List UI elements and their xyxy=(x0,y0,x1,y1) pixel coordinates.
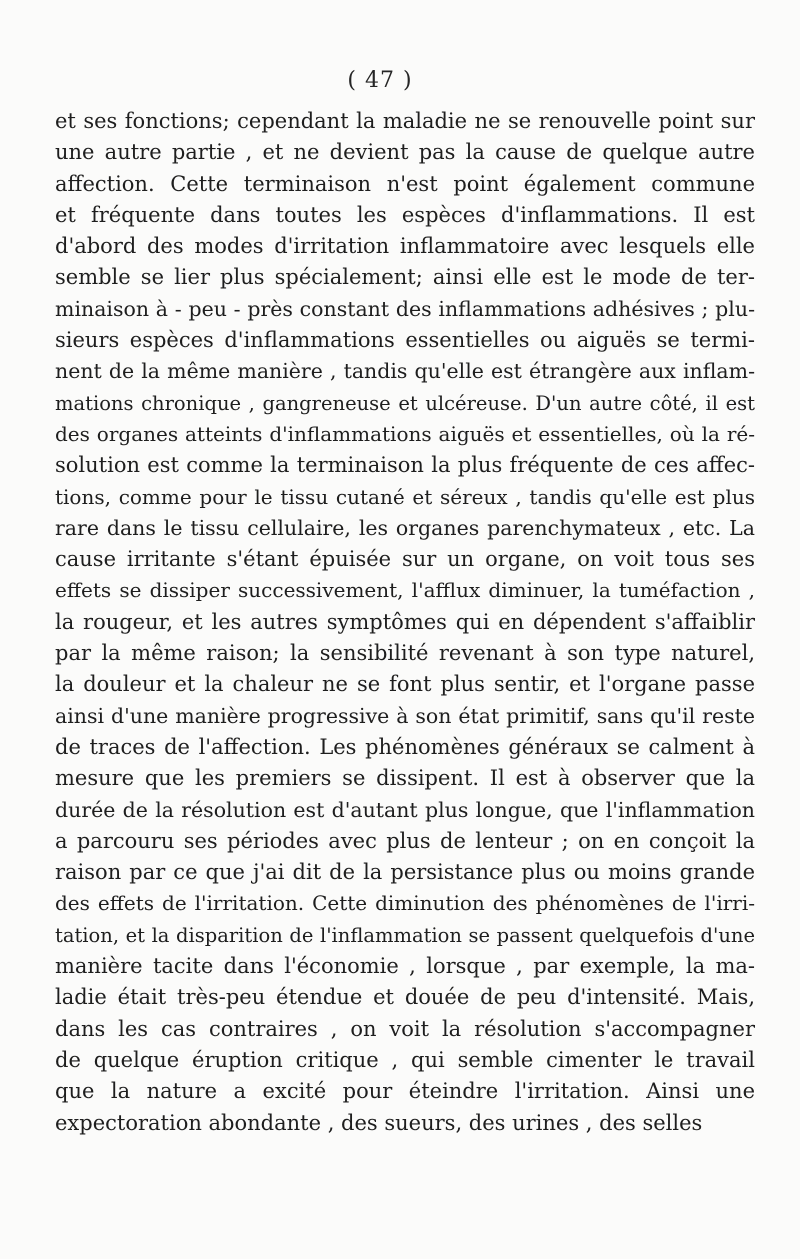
text-line: rare dans le tissu cellulaire, les organes parenchymateux , etc. La xyxy=(55,515,755,540)
text-line: sieurs espèces d'inflammations essentielles ou aiguës se termi- xyxy=(55,328,755,353)
text-line: une autre partie , et ne devient pas la cause de quelque autre xyxy=(55,140,755,165)
text-line: des organes atteints d'inflammations aiguës et essentielles, où la ré- xyxy=(55,421,755,446)
text-line: manière tacite dans l'économie , lorsque , par exemple, la ma- xyxy=(55,954,755,979)
text-line: solution est comme la terminaison la plus fréquente de ces affec- xyxy=(55,453,755,478)
text-line: a parcouru ses périodes avec plus de lenteur ; on en conçoit la xyxy=(55,828,755,853)
text-line: mesure que les premiers se dissipent. Il est à observer que la xyxy=(55,766,755,791)
text-line: minaison à - peu - près constant des inflammations adhésives ; plu- xyxy=(55,296,755,321)
page-number: ( 47 ) xyxy=(347,68,413,93)
text-line: des effets de l'irritation. Cette diminution des phénomènes de l'irri- xyxy=(55,891,755,916)
text-line: semble se lier plus spécialement; ainsi elle est le mode de ter- xyxy=(55,265,755,290)
text-line: affection. Cette terminaison n'est point également commune xyxy=(55,171,755,196)
text-line: ainsi d'une manière progressive à son état primitif, sans qu'il reste xyxy=(55,703,755,728)
text-line: ladie était très-peu étendue et douée de peu d'intensité. Mais, xyxy=(55,985,755,1010)
body-text xyxy=(55,106,755,1139)
text-line: effets se dissiper successivement, l'afflux diminuer, la tuméfaction , xyxy=(55,578,755,603)
text-line: d'abord des modes d'irritation inflammatoire avec lesquels elle xyxy=(55,234,755,259)
text-line: de traces de l'affection. Les phénomènes généraux se calment à xyxy=(55,734,755,759)
text-line: et ses fonctions; cependant la maladie ne se renouvelle point sur xyxy=(55,109,755,133)
text-line: dans les cas contraires , on voit la résolution s'accompagner xyxy=(55,1016,755,1041)
text-line: nent de la même manière , tandis qu'elle est étrangère aux inflam- xyxy=(55,359,755,384)
text-line: de quelque éruption critique , qui semble cimenter le travail xyxy=(55,1047,755,1072)
text-line: mations chronique , gangreneuse et ulcéreuse. D'un autre côté, il est xyxy=(55,391,755,415)
text-line: expectoration abondante , des sueurs, des urines , des selles xyxy=(55,1110,703,1135)
text-line: que la nature a excité pour éteindre l'irritation. Ainsi une xyxy=(55,1079,755,1104)
text-line: et fréquente dans toutes les espèces d'inflammations. Il est xyxy=(55,202,755,227)
text-line: durée de la résolution est d'autant plus longue, que l'inflammation xyxy=(55,797,755,822)
text-line: tation, et la disparition de l'inflammation se passent quelquefois d'une xyxy=(55,923,755,947)
text-line: raison par ce que j'ai dit de la persistance plus ou moins grande xyxy=(55,860,755,885)
text-line: cause irritante s'étant épuisée sur un organe, on voit tous ses xyxy=(55,547,755,572)
text-line: la douleur et la chaleur ne se font plus sentir, et l'organe passe xyxy=(55,672,755,697)
text-line: par la même raison; la sensibilité revenant à son type naturel, xyxy=(55,641,755,666)
text-line: la rougeur, et les autres symptômes qui en dépendent s'affaiblir xyxy=(55,609,755,634)
text-line: tions, comme pour le tissu cutané et séreux , tandis qu'elle est plus xyxy=(55,484,755,509)
